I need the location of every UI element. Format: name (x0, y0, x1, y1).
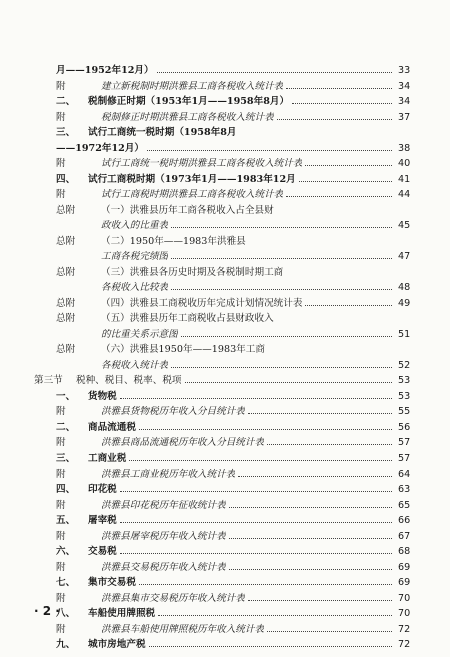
toc-row-title: 洪雅县印花税历年征收统计表 (101, 499, 226, 511)
toc-row-marker: 总附 (56, 204, 76, 216)
toc-row-leader (181, 336, 392, 337)
toc-row-leader (229, 538, 392, 539)
toc-row-title: 试行工商税时期洪雅县工商各税收入统计表 (101, 189, 284, 201)
toc-row-marker: 总附 (56, 266, 76, 278)
toc-row-title: 的比重关系示意图 (101, 328, 178, 340)
toc-row-title: 车船使用牌照税 (88, 608, 156, 620)
toc-row[interactable] (0, 420, 450, 436)
toc-row-title: ——1972年12月） (56, 142, 145, 154)
toc-row[interactable] (0, 622, 450, 638)
toc-row[interactable] (0, 575, 450, 591)
toc-row-marker: 三、 (56, 127, 76, 139)
toc-row[interactable] (0, 451, 450, 467)
toc-row-title: （四）洪雅县工商税收历年完成计划情况统计表 (101, 297, 303, 309)
toc-row[interactable] (0, 141, 450, 157)
toc-row-leader (286, 88, 392, 89)
toc-row-title: 试行工商税时期（1973年1月——1983年12月 (88, 173, 296, 185)
toc-row-title: 试行工商统一税时期（1958年8月 (88, 127, 237, 139)
toc-row-title: 税种、税目、税率、税项 (76, 375, 182, 387)
toc-row-marker: 二、 (56, 96, 76, 108)
toc-row-page: 56 (398, 421, 411, 433)
toc-row-marker: 附 (56, 468, 66, 480)
toc-row-marker: 附 (56, 499, 66, 511)
toc-row[interactable] (0, 389, 450, 405)
toc-row-page: 70 (398, 592, 411, 604)
toc-row-title: 城市房地产税 (88, 639, 146, 651)
toc-row-title: 各税收入统计表 (101, 359, 169, 371)
toc-row-page: 67 (398, 530, 411, 542)
toc-row[interactable] (0, 544, 450, 560)
toc-row-title: 屠宰税 (88, 515, 117, 527)
toc-row-title: 建立新税制时期洪雅县工商各税收入统计表 (101, 80, 284, 92)
toc-row-leader (305, 165, 392, 166)
toc-row-leader (149, 646, 392, 647)
toc-row-marker: 附 (56, 530, 66, 542)
toc-row-marker: 附 (56, 406, 66, 418)
toc-row-marker: 二、 (56, 421, 76, 433)
toc-row-marker: 附 (56, 623, 66, 635)
toc-row[interactable] (0, 373, 450, 389)
toc-row-title: 洪雅县车船使用牌照税历年收入统计表 (101, 623, 265, 635)
toc-row[interactable] (0, 249, 450, 265)
toc-row-title: 工商各税完绩图 (101, 251, 169, 263)
toc-row-leader (229, 569, 392, 570)
toc-row-marker: 总附 (56, 313, 76, 325)
toc-row-marker: 八、 (56, 608, 76, 620)
toc-row-title: 印花税 (88, 484, 117, 496)
toc-row-marker: 总附 (56, 235, 76, 247)
toc-row[interactable] (0, 591, 450, 607)
toc-row[interactable] (0, 218, 450, 234)
toc-row-page: 41 (398, 173, 411, 185)
toc-row-marker: 五、 (56, 515, 76, 527)
toc-row-page: 72 (398, 639, 411, 651)
toc-row-page: 34 (398, 80, 411, 92)
toc-row-leader (229, 507, 392, 508)
toc-row-leader (238, 476, 392, 477)
toc-row-leader (305, 305, 392, 306)
toc-row-page: 34 (398, 96, 411, 108)
toc-row-leader (171, 289, 392, 290)
toc-row[interactable] (0, 125, 450, 141)
toc-row-marker: 总附 (56, 297, 76, 309)
toc-row[interactable] (0, 265, 450, 281)
toc-row-leader (120, 553, 392, 554)
toc-row-page: 72 (398, 623, 411, 635)
toc-row[interactable] (0, 311, 450, 327)
toc-row-leader (171, 367, 392, 368)
toc-row-title: 集市交易税 (88, 577, 136, 589)
toc-row-page: 33 (398, 65, 411, 76)
toc-row[interactable] (0, 467, 450, 483)
toc-row-marker: 七、 (56, 577, 76, 589)
toc-row-leader (248, 600, 392, 601)
toc-row-marker: 附 (56, 437, 66, 449)
toc-row[interactable] (0, 156, 450, 172)
toc-row-leader (158, 615, 392, 616)
toc-row-page: 69 (398, 561, 411, 573)
toc-row-page: 55 (398, 406, 411, 418)
toc-row-marker: 附 (56, 111, 66, 123)
toc-row-marker: 三、 (56, 453, 76, 464)
toc-row-page: 44 (398, 189, 411, 201)
page-number: · 2 · (34, 604, 60, 618)
toc-row-leader (147, 150, 392, 151)
toc-row[interactable] (0, 280, 450, 296)
toc-row-title: 交易税 (88, 546, 117, 558)
toc-row-marker: 四、 (56, 173, 76, 185)
toc-row-page: 38 (398, 142, 411, 154)
toc-row[interactable] (0, 606, 450, 622)
toc-row-leader (299, 181, 392, 182)
toc-row-page: 52 (398, 359, 411, 371)
toc-row-title: 洪雅县货物税历年收入分目统计表 (101, 406, 245, 418)
toc-row-title: 洪雅县工商业税历年收入统计表 (101, 468, 236, 480)
toc-row-leader (277, 119, 392, 120)
toc-row-leader (171, 227, 392, 228)
toc-row-title: （五）洪雅县历年工商税收占县财政收入 (101, 313, 274, 325)
toc-row-title: （一）洪雅县历年工商各税收入占全县财 (101, 204, 274, 216)
toc-row[interactable] (0, 94, 450, 110)
toc-row-leader (185, 382, 392, 383)
toc-row-marker: 六、 (56, 546, 76, 558)
toc-row[interactable] (0, 498, 450, 514)
toc-row-title: （六）洪雅县1950年——1983年工商 (101, 344, 265, 356)
toc-row-marker: 附 (56, 80, 66, 92)
toc-row-title: 洪雅县集市交易税历年收入统计表 (101, 592, 245, 604)
toc-row-title: 货物税 (88, 390, 117, 402)
toc-row[interactable] (0, 404, 450, 420)
toc-row[interactable] (0, 529, 450, 545)
toc-row-leader (248, 413, 392, 414)
toc-row[interactable] (0, 435, 450, 451)
toc-row-page: 40 (398, 158, 411, 170)
toc-row-page: 68 (398, 546, 411, 558)
toc-row[interactable] (0, 482, 450, 498)
toc-row-title: 洪雅县交易税历年收入统计表 (101, 561, 226, 573)
toc-row-marker: 四、 (56, 484, 76, 496)
toc-row[interactable] (0, 327, 450, 343)
toc-row[interactable] (0, 79, 450, 95)
toc-row-title: 洪雅县商品流通税历年收入分目统计表 (101, 437, 265, 449)
toc-row-page: 70 (398, 608, 411, 620)
toc-row-marker: 总附 (56, 344, 76, 356)
toc-row-marker: 附 (56, 189, 66, 201)
toc-row-leader (157, 72, 392, 73)
toc-row-title: 税制修正时期（1953年1月——1958年8月） (88, 96, 290, 108)
toc-row[interactable] (0, 234, 450, 250)
toc-row-marker: 九、 (56, 639, 76, 651)
toc-row-leader (286, 196, 392, 197)
toc-row-leader (129, 460, 392, 461)
toc-row-page: 64 (398, 468, 411, 480)
toc-row-marker: 附 (56, 561, 66, 573)
toc-row-page: 57 (398, 453, 411, 464)
toc-row-title: 洪雅县屠宰税历年收入统计表 (101, 530, 226, 542)
toc-row-title: （二）1950年——1983年洪雅县 (101, 235, 246, 247)
toc-row-leader (120, 522, 392, 523)
toc-row-page: 53 (398, 390, 411, 402)
toc-row-title: 政收入的比重表 (101, 220, 169, 232)
toc-row[interactable] (0, 296, 450, 312)
toc-row-page: 66 (398, 515, 411, 527)
toc-row-page: 51 (398, 328, 411, 340)
toc-row-page: 49 (398, 297, 411, 309)
toc-row-title: 各税收入比较表 (101, 282, 169, 294)
toc-row[interactable] (0, 172, 450, 188)
toc-row[interactable] (0, 637, 450, 653)
toc-row-leader (120, 491, 392, 492)
toc-row-marker: 附 (56, 158, 66, 170)
toc-row-page: 37 (398, 111, 411, 123)
toc-row-page: 53 (398, 375, 411, 387)
toc-row-page: 65 (398, 499, 411, 511)
toc-row[interactable] (0, 560, 450, 576)
toc-row-marker: 附 (56, 592, 66, 604)
toc-row-page: 47 (398, 251, 411, 263)
toc-row-leader (171, 258, 392, 259)
toc-row-page: 48 (398, 282, 411, 294)
toc-row[interactable] (0, 342, 450, 358)
toc-row[interactable] (0, 63, 450, 79)
toc-row-leader (139, 584, 392, 585)
toc-row-leader (267, 444, 392, 445)
toc-row-title: 商品流通税 (88, 421, 136, 433)
toc-row-title: 试行工商统一税时期洪雅县工商各税收入统计表 (101, 158, 303, 170)
toc-row-page: 69 (398, 577, 411, 589)
toc-row-leader (267, 631, 392, 632)
toc-row-title: 月——1952年12月） (56, 65, 154, 76)
toc-row-marker: 第三节 (34, 375, 63, 387)
toc-row-title: （三）洪雅县各历史时期及各税制时期工商 (101, 266, 284, 278)
toc-row-leader (292, 103, 392, 104)
toc-row-leader (120, 398, 392, 399)
toc-row-leader (139, 429, 392, 430)
toc-row-page: 45 (398, 220, 411, 232)
toc-row-title: 税制修正时期洪雅县工商各税收入统计表 (101, 111, 274, 123)
toc-row-title: 工商业税 (88, 453, 127, 464)
toc-row[interactable] (0, 187, 450, 203)
toc-row-page: 57 (398, 437, 411, 449)
toc-row[interactable] (0, 513, 450, 529)
toc-row[interactable] (0, 110, 450, 126)
toc-row-page: 63 (398, 484, 411, 496)
toc-row-marker: 一、 (56, 390, 76, 402)
toc-row[interactable] (0, 358, 450, 374)
toc-row[interactable] (0, 203, 450, 219)
